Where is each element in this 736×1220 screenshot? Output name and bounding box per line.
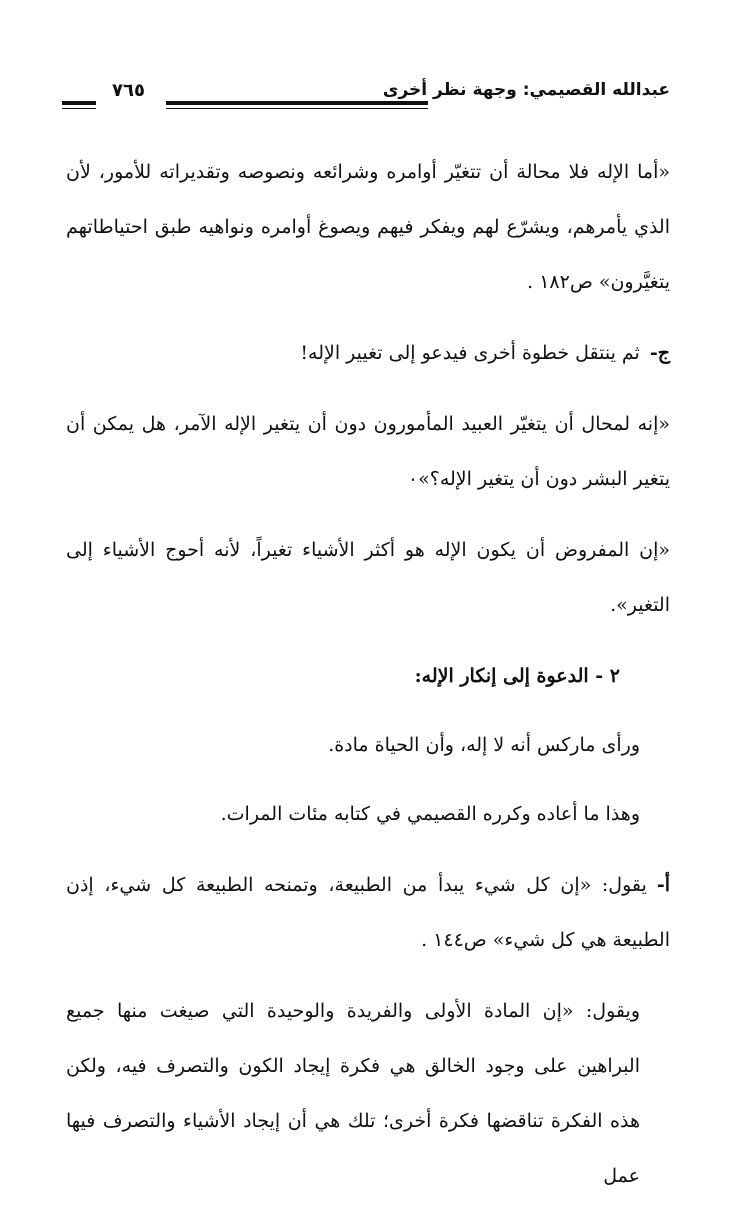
running-header bbox=[62, 80, 670, 110]
list-label-a: أ- bbox=[656, 874, 670, 896]
list-item-j bbox=[66, 326, 670, 381]
quote-paragraph-3: «إن المفروض أن يكون الإله هو أكثر الأشياء تغيراً، لأنه أحوج الأشياء إلى التغير». bbox=[66, 539, 670, 616]
paragraph-marx: ورأى ماركس أنه لا إله، وأن الحياة مادة. bbox=[328, 734, 640, 756]
header-rule-right-thin bbox=[166, 108, 428, 109]
paragraph-repeated: وهذا ما أعاده وكرره القصيمي في كتابه مئات المرات. bbox=[220, 803, 640, 825]
section-heading: ٢ - الدعوة إلى إنكار الإله: bbox=[414, 665, 620, 687]
quote-paragraph-1: «أما الإله فلا محالة أن تتغيّر أوامره وشرائعه ونصوصه وتقديراته للأمور، لأن الذي يأمرهم، ويشرّع لهم ويفكر فيهم ويصوغ أوامره ونواهيه طبق احتياطاتهم يتغيَّرون» ص١٨٢ . bbox=[66, 161, 670, 293]
page-body bbox=[66, 145, 670, 1220]
list-item-j-text: ثم ينتقل خطوة أخرى فيدعو إلى تغيير الإله! bbox=[300, 342, 640, 364]
running-title: عبدالله القصيمي: وجهة نظر أخرى bbox=[382, 80, 670, 100]
header-rule-right bbox=[166, 101, 428, 105]
list-item-a bbox=[66, 858, 670, 968]
list-label-j: ج- bbox=[649, 342, 670, 364]
quote-paragraph-4: ويقول: «إن المادة الأولى والفريدة والوحيدة التي صيغت منها جميع البراهين على وجود الخالق هي فكرة إيجاد الكون والتصرف فيه، ولكن هذه الفكرة تناقضها فكرة أخرى؛ تلك هي أن إيجاد الأشياء والتصرف فيها عمل bbox=[66, 1000, 640, 1187]
page-number: ٧٦٥ bbox=[112, 80, 145, 101]
list-item-a-text: يقول: «إن كل شيء يبدأ من الطبيعة، وتمنحه الطبيعة كل شيء، إذن الطبيعة هي كل شيء» ص١٤٤ . bbox=[66, 874, 670, 951]
header-rule-left-thin bbox=[62, 108, 96, 109]
header-rule-left bbox=[62, 101, 96, 105]
quote-paragraph-2: «إنه لمحال أن يتغيّر العبيد المأمورون دون أن يتغير الإله الآمر، هل يمكن أن يتغير البشر دون أن يتغير الإله؟»٠ bbox=[66, 413, 670, 490]
